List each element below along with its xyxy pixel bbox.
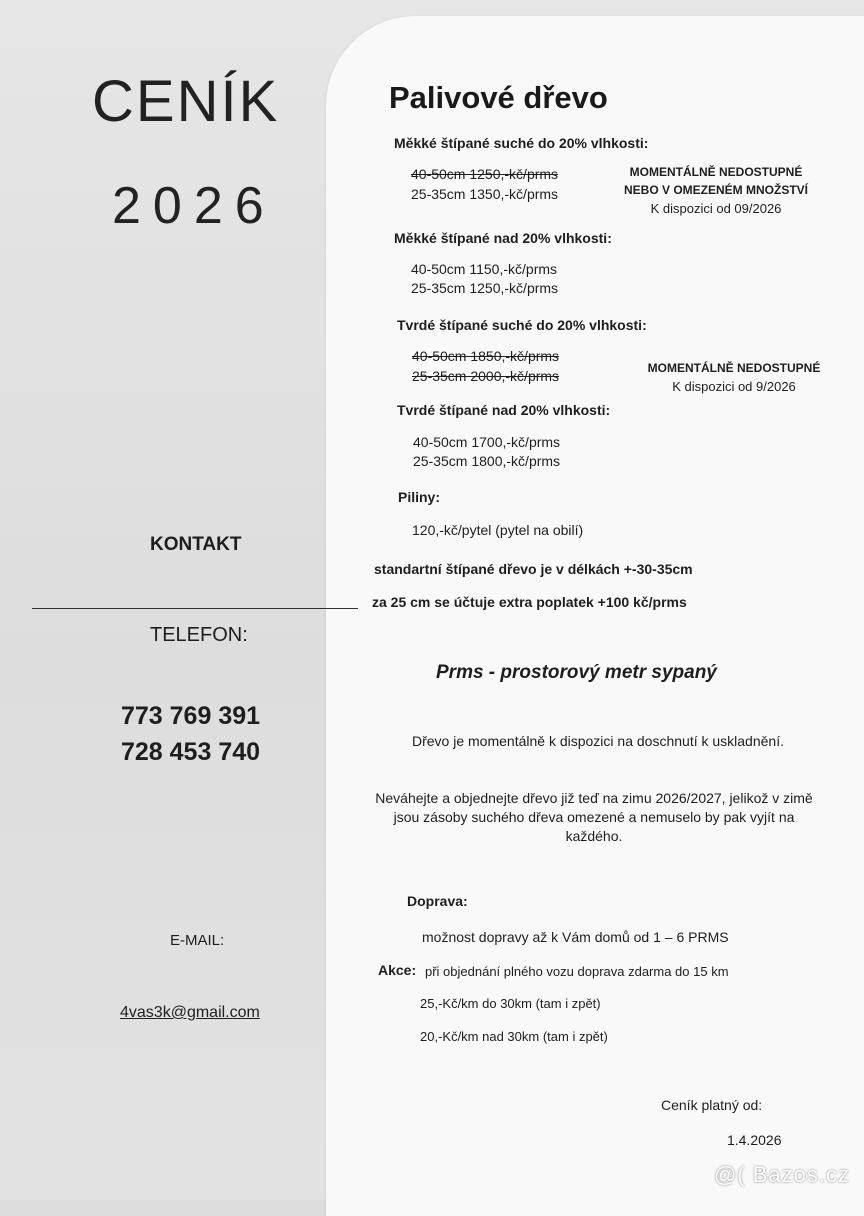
extra-fee-note: za 25 cm se účtuje extra poplatek +100 kč/prms [372, 594, 687, 610]
availability-note: NEBO V OMEZENÉM MNOŽSTVÍ [623, 183, 809, 197]
email-link[interactable]: 4vas3k@gmail.com [120, 1004, 260, 1021]
availability-date: K dispozici od 09/2026 [650, 201, 782, 216]
transport-label: Doprava: [407, 893, 468, 909]
phone-number-2: 728 453 740 [121, 738, 261, 766]
availability-paragraph: Dřevo je momentálně k dispozici na doschnutí k uskladnění. [412, 733, 784, 749]
transport-rate-short: 25,-Kč/km do 30km (tam i zpět) [420, 996, 601, 1011]
order-paragraph: Neváhejte a objednejte dřevo již teď na zimu 2026/2027, jelikož v zimě jsou zásoby suchého dřeva omezené a nemuselo by pak vyjít na každého. [375, 790, 813, 844]
availability-note: MOMENTÁLNĚ NEDOSTUPNÉ [629, 165, 803, 179]
transport-rate-long: 20,-Kč/km nad 30km (tam i zpět) [420, 1029, 608, 1044]
price-item-soft-wet-40-50: 40-50cm 1150,-kč/prms [411, 261, 558, 277]
price-item-soft-wet-25-35: 25-35cm 1250,-kč/prms [411, 280, 559, 296]
valid-from-date: 1.4.2026 [727, 1132, 782, 1148]
price-item-hard-wet-25-35: 25-35cm 1800,-kč/prms [413, 453, 561, 469]
contact-heading: KONTAKT [150, 534, 242, 555]
availability-note: MOMENTÁLNĚ NEDOSTUPNÉ [647, 361, 821, 375]
phone-number-1: 773 769 391 [121, 702, 261, 730]
price-item-sawdust: 120,-kč/pytel (pytel na obilí) [412, 522, 584, 538]
section-header-sawdust: Piliny: [398, 489, 441, 505]
price-item-soft-dry-40-50: 40-50cm 1250,-kč/prms [411, 166, 559, 182]
section-header-hard-dry: Tvrdé štípané suché do 20% vlhkosti: [397, 317, 647, 333]
bazos-watermark: @( Bazos.cz [713, 1162, 850, 1187]
phone-label: TELEFON: [150, 624, 248, 646]
document-year: 2026 [112, 177, 276, 235]
contact-divider [32, 608, 358, 609]
price-item-hard-dry-25-35: 25-35cm 2000,-kč/prms [412, 368, 560, 384]
valid-from-label: Ceník platný od: [661, 1097, 763, 1113]
transport-info: možnost dopravy až k Vám domů od 1 – 6 PRMS [422, 929, 729, 945]
price-item-hard-dry-40-50: 40-50cm 1850,-kč/prms [412, 348, 560, 364]
email-label: E-MAIL: [170, 932, 225, 949]
document-title: CENÍK [92, 69, 280, 134]
promo-info: při objednání plného vozu doprava zdarma do 15 km [425, 964, 729, 979]
price-item-soft-dry-25-35: 25-35cm 1350,-kč/prms [411, 186, 559, 202]
price-item-hard-wet-40-50: 40-50cm 1700,-kč/prms [413, 434, 561, 450]
section-header-hard-wet: Tvrdé štípané nad 20% vlhkosti: [397, 402, 611, 418]
section-header-soft-wet: Měkké štípané nad 20% vlhkosti: [394, 230, 612, 246]
promo-label: Akce: [378, 962, 417, 978]
product-title: Palivové dřevo [389, 80, 608, 115]
standard-length-note: standartní štípané dřevo je v délkách +-30-35cm [374, 561, 693, 577]
section-header-soft-dry: Měkké štípané suché do 20% vlhkosti: [394, 135, 649, 151]
prms-definition: Prms - prostorový metr sypaný [436, 662, 717, 683]
availability-date: K dispozici od 9/2026 [672, 379, 796, 394]
